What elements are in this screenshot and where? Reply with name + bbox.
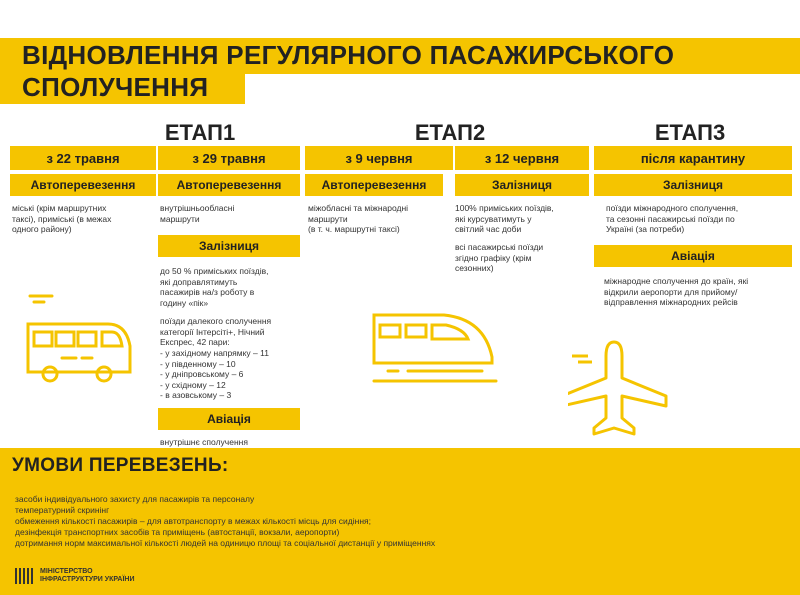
col3-auto-text: міжобласні та міжнародні маршрути (в т. ч. маршрутні таксі) xyxy=(308,203,409,235)
col2-avia-text: внутрішнє сполучення xyxy=(160,437,248,447)
page-title-line2: СПОЛУЧЕННЯ xyxy=(22,72,214,103)
page-title-line1: ВІДНОВЛЕННЯ РЕГУЛЯРНОГО ПАСАЖИРСЬКОГО xyxy=(22,40,675,70)
stage-1-heading: ЕТАП1 xyxy=(164,120,236,145)
conditions-title: УМОВИ ПЕРЕВЕЗЕНЬ: xyxy=(12,455,229,476)
col2-avia-tag: Авіація xyxy=(158,408,300,430)
date-band-1: з 22 травня xyxy=(10,146,156,170)
condition-item: дезінфекція транспортних засобів та приміщень (автостанції, вокзали, аеропорти) xyxy=(15,527,340,538)
ministry-logo-mark xyxy=(15,568,35,584)
col2-rail-text-b: поїзди далекого сполучення категорії Інтерсіті+, Нічний Експрес, 42 пари: - у західному напрямку – 11 - у південному – 10 - у дніпровському – 6 - у східному – 12 - в азовському – 3 xyxy=(160,316,272,401)
stage-2-heading: ЕТАП2 xyxy=(414,120,486,145)
stage-3-heading: ЕТАП3 xyxy=(654,120,726,145)
conditions-list xyxy=(15,494,435,549)
col2-auto-text: внутрішньообласні маршрути xyxy=(160,203,235,224)
condition-item: температурний скринінг xyxy=(15,505,110,516)
condition-item: обмеження кількості пасажирів – для автотранспорту в межах кількості місць для сидіння; xyxy=(15,516,371,527)
col5-avia-text: міжнародне сполучення до країн, які відкрили аеропорти для прийому/ відправлення міжнародних рейсів xyxy=(604,276,749,308)
date-band-2: з 29 травня xyxy=(158,146,300,170)
mode-band-2: Автоперевезення xyxy=(158,174,300,196)
date-band-4: з 12 червня xyxy=(455,146,589,170)
mode-band-4: Залізниця xyxy=(455,174,589,196)
col5-rail-text: поїзди міжнародного сполучення, та сезонні пасажирські поїзди по Україні (за потреби) xyxy=(606,203,739,235)
title-notch xyxy=(245,74,800,104)
date-band-5: після карантину xyxy=(594,146,792,170)
col4-rail-text-a: 100% приміських поїздів, які курсуватимуть у світлий час доби xyxy=(455,203,554,235)
mode-band-3: Автоперевезення xyxy=(305,174,443,196)
bus-icon xyxy=(22,280,140,390)
col4-rail-text-b: всі пасажирські поїзди згідно графіку (крім сезонних) xyxy=(455,242,544,274)
date-band-3: з 9 червня xyxy=(305,146,453,170)
mode-band-1: Автоперевезення xyxy=(10,174,156,196)
col2-rail-text-a: до 50 % приміських поїздів, які доправлятимуть пасажирів на/з роботу в годину «пік» xyxy=(160,266,269,308)
plane-icon xyxy=(568,338,678,438)
train-icon xyxy=(368,305,498,387)
condition-item: дотримання норм максимальної кількості людей на одиницю площі та соціальної дистанції у приміщеннях xyxy=(15,538,436,549)
col5-avia-tag: Авіація xyxy=(594,245,792,267)
col2-rail-tag: Залізниця xyxy=(158,235,300,257)
col1-auto-text: міські (крім маршрутних таксі), приміські (в межах одного району) xyxy=(12,203,112,235)
condition-item: засоби індивідуального захисту для пасажирів та персоналу xyxy=(15,494,255,504)
ministry-logo-text: МІНІСТЕРСТВО ІНФРАСТРУКТУРИ УКРАЇНИ xyxy=(40,568,135,584)
mode-band-5: Залізниця xyxy=(594,174,792,196)
